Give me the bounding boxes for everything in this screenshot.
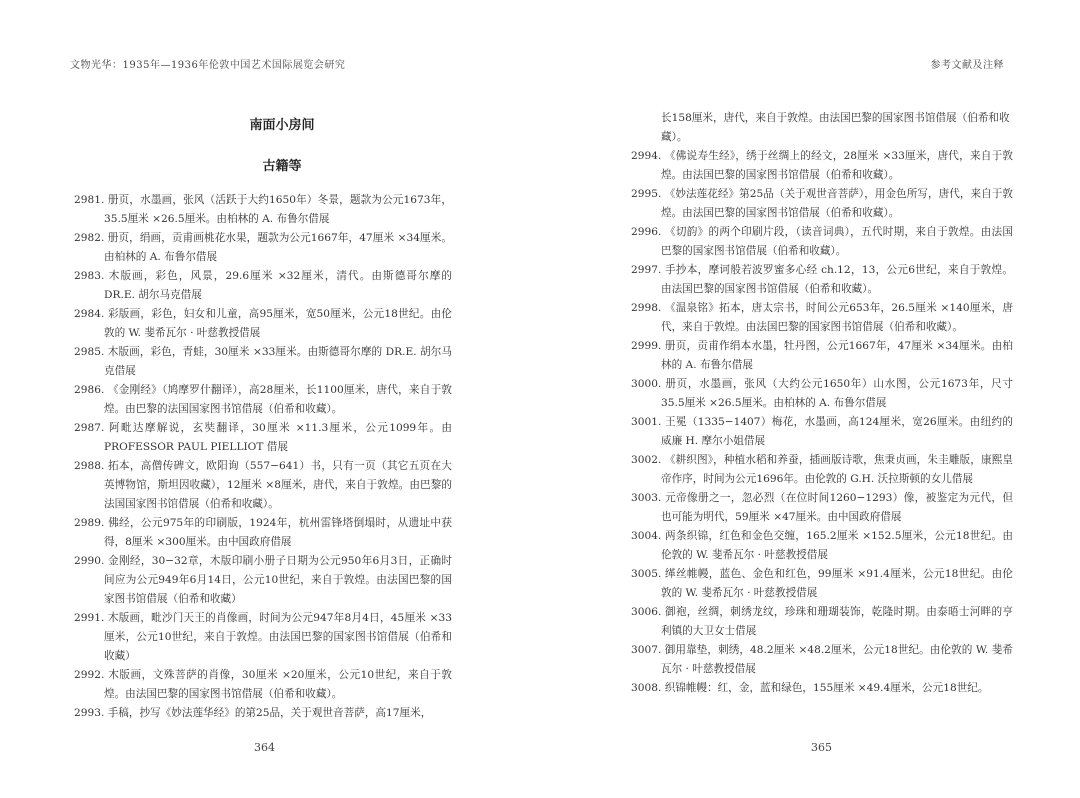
catalog-entry: [631, 185, 1013, 223]
entry-number: 2985.: [74, 346, 105, 358]
entry-number: 3000.: [631, 378, 662, 390]
entry-number: 2994.: [631, 150, 662, 162]
entry-text: 手抄本，摩诃般若波罗蜜多心经 ch.12，13，公元6世纪，来自于敦煌。由法国巴黎的国家图书馆借展（伯希和收藏）。: [661, 264, 1013, 295]
catalog-entry: [74, 305, 452, 343]
section-title: 南面小房间: [249, 118, 315, 133]
right-page: [540, 0, 1080, 798]
catalog-entry: [631, 603, 1013, 641]
entry-text: 缂丝帷幔，蓝色、金色和红色，99厘米 ×91.4厘米，公元18世纪。由伦敦的 W. 斐希瓦尔 · 叶慈教授借展: [661, 568, 1013, 599]
running-header-right: 参考文献及注释: [930, 60, 1004, 71]
entry-text: 册页，水墨画，张风（大约公元1650年）山水图，公元1673年，尺寸35.5厘米 ×26.5厘米。由柏林的 A. 布鲁尔借展: [661, 378, 1013, 409]
page-number-left: 364: [254, 741, 275, 754]
entry-number: 2995.: [631, 188, 662, 200]
catalog-entry: [74, 419, 452, 457]
entry-number: 3004.: [631, 530, 662, 542]
page-number-right: 365: [811, 741, 832, 754]
entry-number: 3002.: [631, 454, 662, 466]
entry-number: 2984.: [74, 308, 105, 320]
entry-text: 御袍，丝绸，刺绣龙纹，珍珠和珊瑚装饰，乾隆时期。由泰晤士河畔的亨利镇的大卫女士借展: [661, 606, 1014, 637]
entry-number: 2993.: [74, 707, 105, 719]
entry-text: 织锦帷幔：红，金，蓝和绿色，155厘米 ×49.4厘米，公元18世纪。: [664, 682, 989, 694]
catalog-entry: [74, 609, 452, 666]
catalog-entry: [631, 451, 1013, 489]
catalog-entry: [74, 267, 452, 305]
entry-text: 阿毗达摩解说，玄奘翻译，30厘米 ×11.3厘米，公元1099年。由 PROFESSOR PAUL PIELLIOT 借展: [104, 422, 452, 453]
entry-number: 2998.: [631, 302, 662, 314]
running-header-left: 文物光华：1935年—1936年伦敦中国艺术国际展览会研究: [70, 60, 346, 71]
catalog-entry: [631, 223, 1013, 261]
entry-list-right: [631, 109, 1013, 698]
catalog-entry: [74, 552, 452, 609]
entry-text: 《切韵》的两个印刷片段，（读音词典），五代时期，来自于敦煌。由法国巴黎的国家图书馆借展（伯希和收藏）。: [661, 226, 1013, 257]
catalog-entry: [74, 343, 452, 381]
entry-number: 3006.: [631, 606, 662, 618]
catalog-entry: [74, 704, 452, 723]
entry-text: 佛经，公元975年的印刷版，1924年，杭州雷锋塔倒塌时，从遗址中获得，8厘米 ×300厘米。由中国政府借展: [104, 517, 452, 548]
entry-text: 彩版画，彩色，妇女和儿童，高95厘米，宽50厘米，公元18世纪。由伦敦的 W. 斐希瓦尔 · 叶慈教授借展: [104, 308, 452, 339]
catalog-entry: [631, 413, 1013, 451]
continued-entry-text: 长158厘米，唐代，来自于敦煌。由法国巴黎的国家图书馆借展（伯希和收藏）。: [661, 112, 1010, 143]
catalog-entry: [631, 489, 1013, 527]
entry-number: 2991.: [74, 612, 105, 624]
entry-number: 2999.: [631, 340, 662, 352]
entry-text: 《佛说寿生经》，绣于丝绸上的经文，28厘米 ×33厘米，唐代，来自于敦煌。由法国巴黎的国家图书馆借展（伯希和收藏）。: [661, 150, 1013, 181]
catalog-entry: [631, 337, 1013, 375]
entry-text: 册页，贡甫作绢本水墨，牡丹图，公元1667年，47厘米 ×34厘米。由柏林的 A. 布鲁尔借展: [661, 340, 1013, 371]
entry-number: 2988.: [74, 460, 105, 472]
catalog-entry: [631, 679, 1013, 698]
entry-number: 2986.: [74, 384, 105, 396]
catalog-entry: [631, 375, 1013, 413]
entry-number: 3007.: [631, 644, 662, 656]
entry-number: 2982.: [74, 232, 105, 244]
entry-text: 拓本，高僧传碑文，欧阳询（557−641）书，只有一页（其它五页在大英博物馆，斯坦因收藏），12厘米 ×8厘米，唐代，来自于敦煌。由巴黎的法国国家图书馆借展（伯希和收藏）。: [104, 460, 452, 510]
entry-text: 木版画，彩色，青蛙，30厘米 ×33厘米。由斯德哥尔摩的 DR.E. 胡尔马克借展: [104, 346, 453, 377]
entry-number: 3001.: [631, 416, 662, 428]
entry-text: 木版画，文殊菩萨的肖像，30厘米 ×20厘米，公元10世纪，来自于敦煌。由法国巴黎的国家图书馆借展（伯希和收藏）。: [104, 669, 453, 700]
entry-text: 御用靠垫，刺绣，48.2厘米 ×48.2厘米，公元18世纪。由伦敦的 W. 斐希瓦尔 · 叶慈教授借展: [661, 644, 1013, 675]
entry-list-left: [74, 191, 452, 723]
entry-number: 3003.: [631, 492, 662, 504]
entry-number: 3005.: [631, 568, 662, 580]
entry-number: 3008.: [631, 682, 662, 694]
entry-text: 册页，水墨画，张风（活跃于大约1650年）冬景，题款为公元1673年，35.5厘米 ×26.5厘米。由柏林的 A. 布鲁尔借展: [104, 194, 453, 225]
catalog-entry: [74, 457, 452, 514]
catalog-entry: [631, 299, 1013, 337]
entry-number: 2989.: [74, 517, 105, 529]
entry-text: 元帝像册之一，忽必烈（在位时间1260−1293）像，被鉴定为元代，但也可能为明代，59厘米 ×47厘米。由中国政府借展: [661, 492, 1013, 523]
catalog-entry: [74, 514, 452, 552]
catalog-entry: [74, 229, 452, 267]
entry-number: 2996.: [631, 226, 662, 238]
entry-number: 2981.: [74, 194, 105, 206]
catalog-entry: [631, 261, 1013, 299]
entry-text: 手稿，抄写《妙法莲华经》的第25品，关于观世音菩萨，高17厘米，: [107, 707, 432, 719]
section-subtitle: 古籍等: [262, 159, 302, 174]
catalog-entry: [74, 191, 452, 229]
entry-text: 《妙法莲花经》第25品（关于观世音菩萨），用金色所写，唐代，来自于敦煌。由法国巴黎的国家图书馆借展（伯希和收藏）。: [661, 188, 1013, 219]
entry-number: 2987.: [74, 422, 105, 434]
entry-text: 《温泉铭》拓本，唐太宗书，时间公元653年，26.5厘米 ×140厘米，唐代，来自于敦煌。由法国巴黎的国家图书馆借展（伯希和收藏）。: [661, 302, 1013, 333]
entry-text: 金刚经，30−32章，木版印刷小册子日期为公元950年6月3日，正确时间应为公元949年6月14日，公元10世纪，来自于敦煌。由法国巴黎的国家图书馆借展（伯希和收藏）: [104, 555, 452, 605]
entry-text: 王冕（1335−1407）梅花，水墨画，高124厘米，宽26厘米。由纽约的威廉 H. 摩尔小姐借展: [661, 416, 1013, 447]
catalog-entry: [631, 527, 1013, 565]
catalog-entry: [74, 666, 452, 704]
entry-text: 两条织锦，红色和金色交缠，165.2厘米 ×152.5厘米，公元18世纪。由伦敦的 W. 斐希瓦尔 · 叶慈教授借展: [661, 530, 1013, 561]
entry-text: 册页，绢画，贡甫画桃花水果，题款为公元1667年，47厘米 ×34厘米。由柏林的 A. 布鲁尔借展: [104, 232, 452, 263]
entry-text: 《耕织图》，种植水稻和养蚕，插画版诗歌，焦秉贞画，朱圭雕版，康熙皇帝作序，时间为公元1696年。由伦敦的 G.H. 沃拉斯顿的女儿借展: [661, 454, 1013, 485]
entry-number: 2990.: [74, 555, 105, 567]
entry-number: 2983.: [74, 270, 105, 282]
entry-number: 2997.: [631, 264, 662, 276]
entry-text: 木版画，毗沙门天王的肖像画，时间为公元947年8月4日，45厘米 ×33厘米，公元10世纪，来自于敦煌。由法国巴黎的国家图书馆借展（伯希和收藏）: [104, 612, 453, 662]
catalog-entry: [631, 565, 1013, 603]
catalog-entry: [631, 641, 1013, 679]
entry-number: 2992.: [74, 669, 105, 681]
entry-text: 《金刚经》（鸠摩罗什翻译），高28厘米，长1100厘米，唐代，来自于敦煌。由巴黎的法国国家图书馆借展（伯希和收藏）。: [104, 384, 452, 415]
catalog-entry: [631, 147, 1013, 185]
entry-text: 木版画，彩色，风景，29.6厘米 ×32厘米，清代。由斯德哥尔摩的 DR.E. 胡尔马克借展: [104, 270, 452, 301]
catalog-entry: [74, 381, 452, 419]
